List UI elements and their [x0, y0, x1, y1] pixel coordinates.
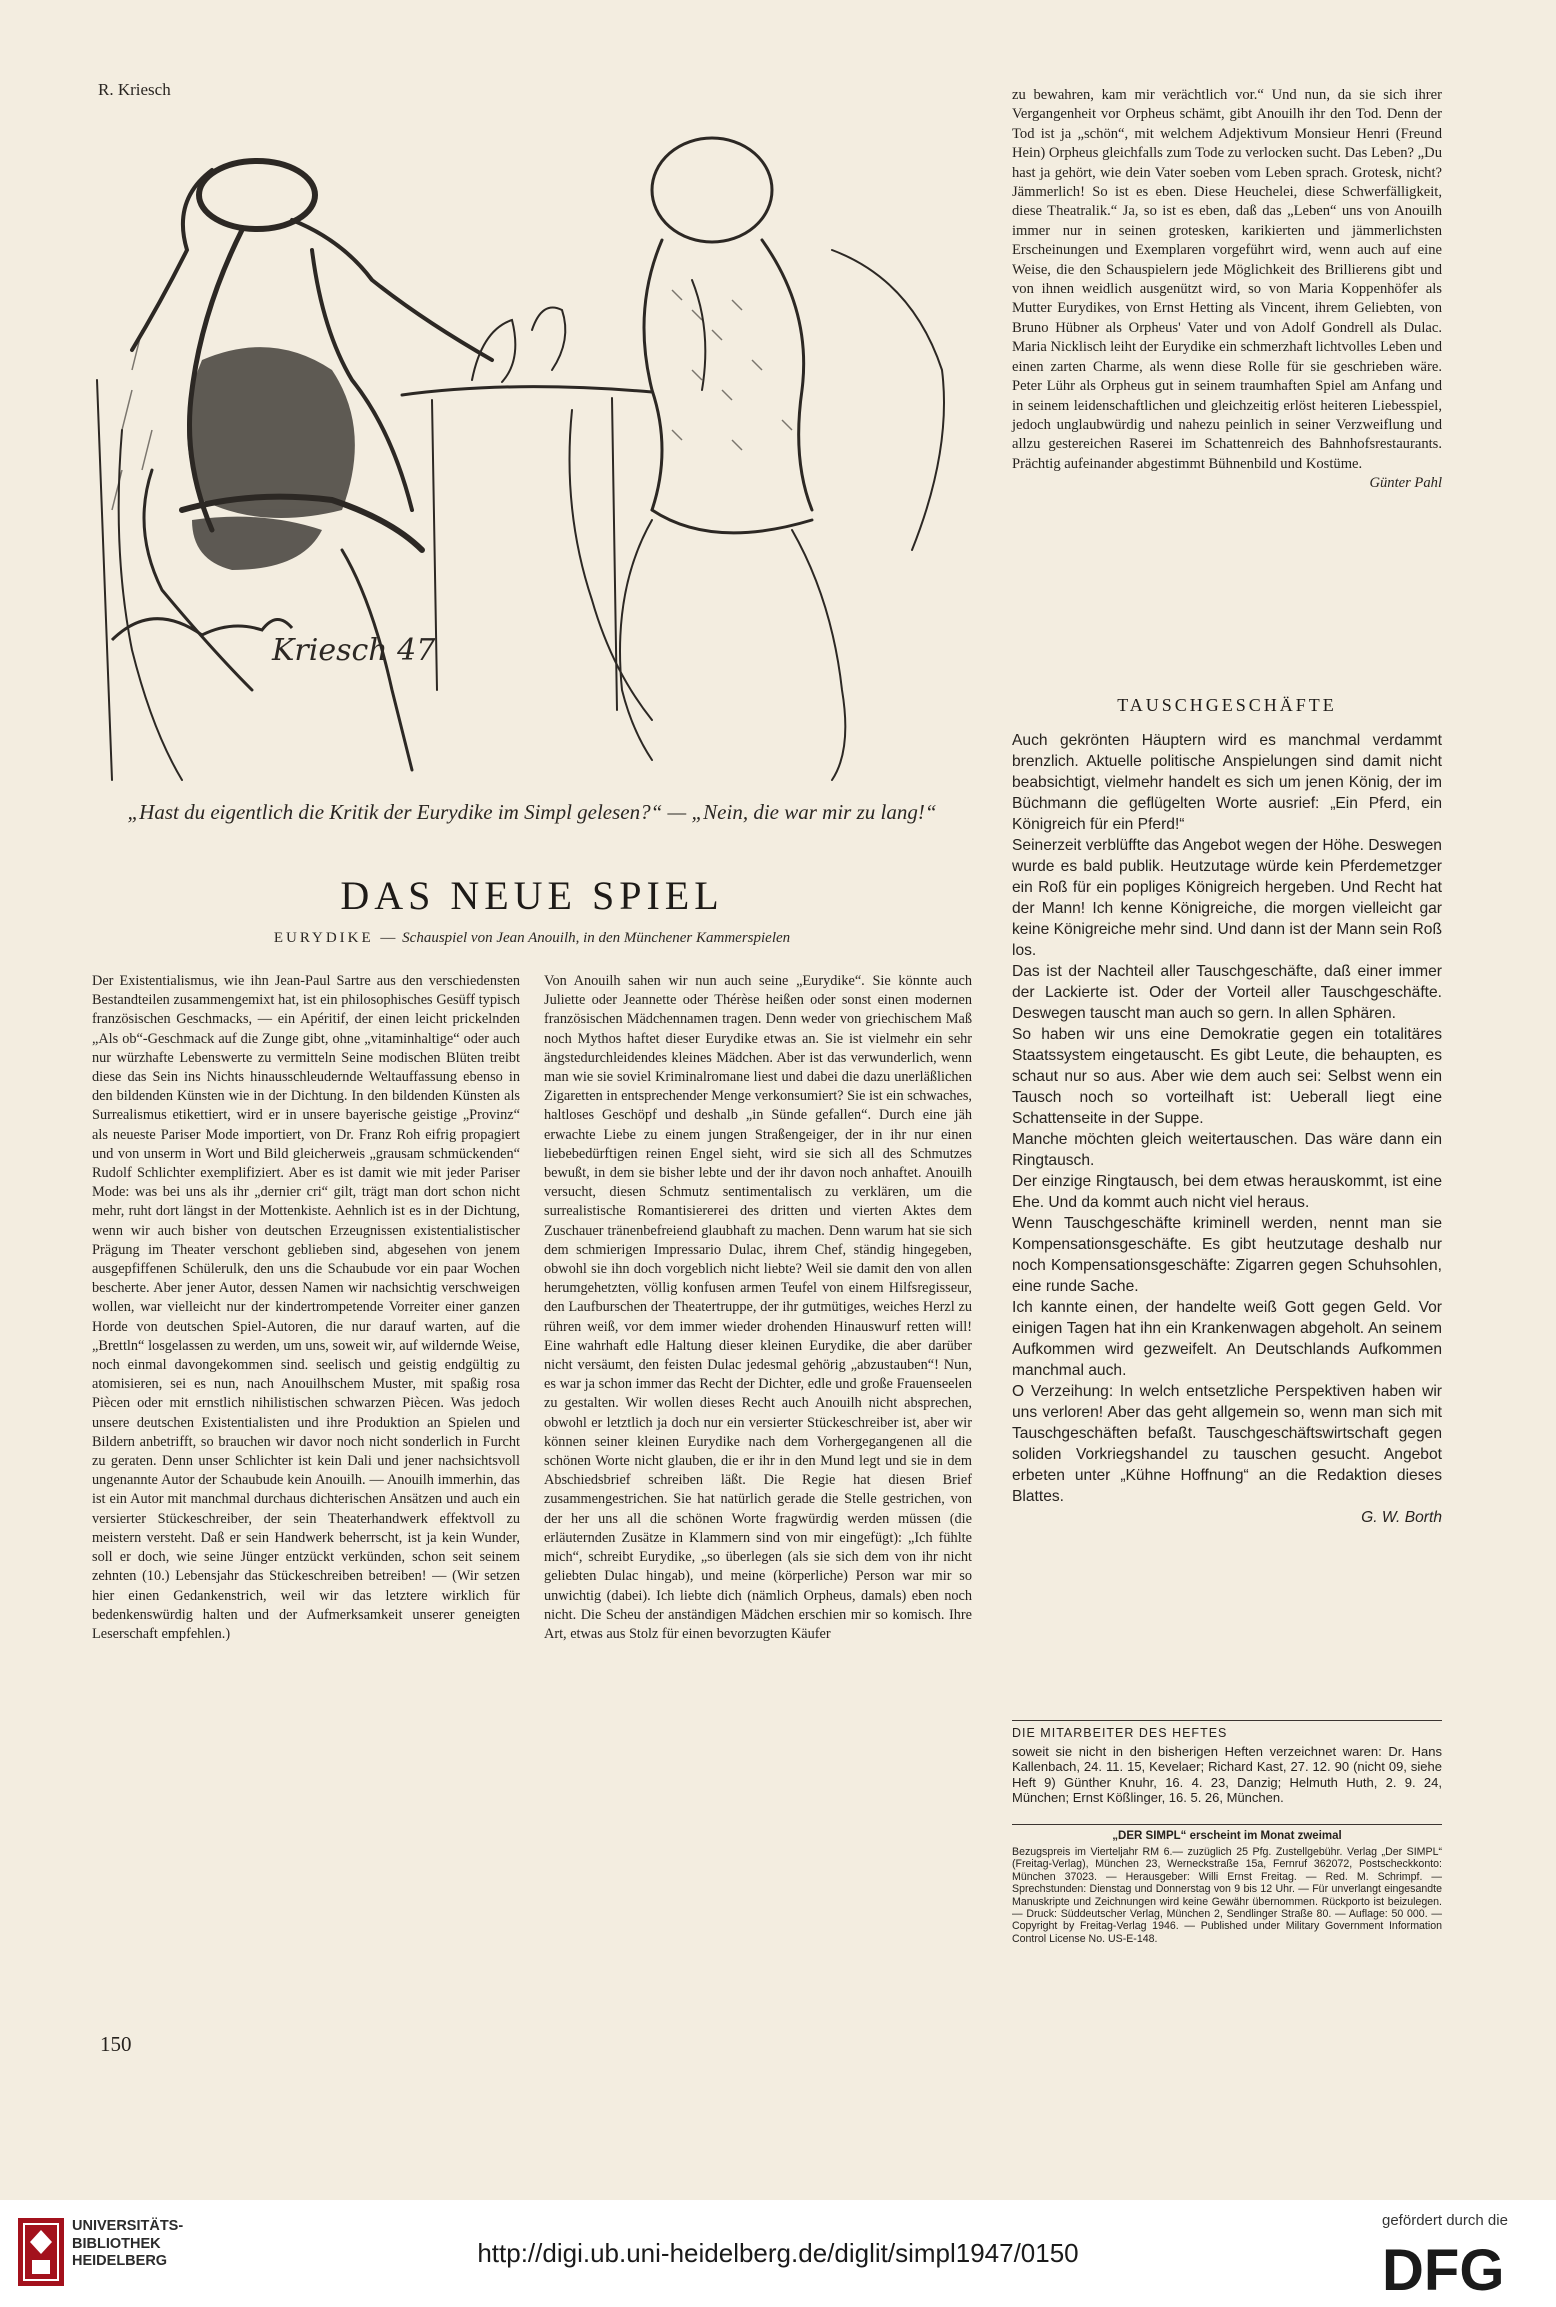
digitization-url-link[interactable]: http://digi.ub.uni-heidelberg.de/diglit/simpl1947/0150 [477, 2238, 1079, 2268]
article-column-right [1012, 86, 1442, 494]
tausch-paragraph: Seinerzeit verblüffte das Angebot wegen der Höhe. Deswegen wurde es bald publik. Heutzutage würde kein Pferdemetzger ein Roß für ein popliges Königreich hergeben. Und Recht hat der Mann! Ich kenne Königreiche, die morgen vielleicht gar keine Königreiche mehr sind. Und dann ist der Mann sein Roß los. [1012, 837, 1442, 959]
subhead-description: Schauspiel von Jean Anouilh, in den Münchener Kammerspielen [402, 930, 791, 946]
imprint-text: Bezugspreis im Vierteljahr RM 6.— zuzüglich 25 Pfg. Zustellgebühr. Verlag „Der SIMPL“ (Freitag-Verlag), München 23, Werneckstraße 15a, Fernruf 362072, Postscheckkonto: München 37023. — Herausgeber: Willi Ernst Freitag. — Red. M. Schrimpf. — Sprechstunden: Dienstag und Donnerstag von 9 bis 12 Uhr. — Für unverlangt eingesandte Manuskripte und Zeichnungen wird keine Gewähr übernommen. Rückporto ist beizulegen. — Druck: Süddeutscher Verlag, München 2, Sendlinger Straße 80. — Auflage: 50 000. — Copyright by Freitag-Verlag 1946. — Published under Military Government Information Control License No. US-E-148. [1012, 1846, 1442, 1945]
divider-line [1012, 1720, 1442, 1721]
university-name-line: BIBLIOTHEK [72, 2235, 161, 2252]
tausch-paragraph: Auch gekrönten Häuptern wird es manchmal verdammt brenzlich. Aktuelle politische Anspielungen sind damit nicht beabsichtigt, vielmehr handelt es sich um jenen König, der im Büchmann die geflügelten Worte ausrief: „Ein Pferd, ein Königreich für ein Pferd!“ [1012, 732, 1442, 833]
sketch-illustration [92, 130, 972, 810]
illustration-credit: R. Kriesch [98, 80, 171, 99]
tausch-title: TAUSCHGESCHÄFTE [1117, 695, 1337, 715]
tausch-paragraph: Das ist der Nachteil aller Tauschgeschäfte, daß einer immer der Lackierte ist. Oder der Vorteil aller Tauschgeschäfte. Deswegen tauscht man auch so gern. In allen Sphären. [1012, 963, 1442, 1022]
article-column-left [92, 972, 520, 1644]
tausch-paragraph: Ich kannte einen, der handelte weiß Gott gegen Geld. Vor einigen Tagen hat ihn ein Krankenwagen abgeholt. An seinem Aufkommen wird gezweifelt. An Deutschlands Aufkommen manchmal auch. [1012, 1299, 1442, 1379]
article-headline: DAS NEUE SPIEL [340, 873, 724, 918]
imprint-title: „DER SIMPL“ erscheint im Monat zweimal [1112, 1830, 1342, 1842]
contributors-title: DIE MITARBEITER DES HEFTES [1012, 1726, 1228, 1740]
article-body-middle: Von Anouilh sahen wir nun auch seine „Eurydike“. Sie könnte auch Juliette oder Jeannette oder Thérèse heißen oder sonst einen modernen französischen Mädchennamen tragen. Denn weder von griechischem Maß noch Mythos haftet dieser Eurydike etwas an. Sie ist vielmehr ein sehr ängstedurchleidendes kleines Mädchen. Aber ist das verwunderlich, wenn man wie sie soviel Kriminalromane liest und dabei die dazu unerläßlichen Zigaretten in entsprechender Menge verkonsumiert? Sie ist ein schwaches, haltloses Geschöpf und deshalb „in Sünde gefallen“. Durch eine jäh erwachte Liebe zu einem jungen Straßengeiger, der in ihr nur einen liebebedürftigen reinen Engel sieht, wird sie sich all des Schmutzes bewußt, in dem sie bisher lebte und der ihr davon noch anhaftet. Anouilh versucht, diesen Schmutz sentimentalisch zu verklären, um die surrealistische Romantisiererei des dritten und vierten Aktes dem Zuschauer tränenbefreiend glaubhaft zu machen. Denn warum hat sie sich dem schmierigen Impressario Dulac, ihrem Chef, ständig hingegeben, obwohl sie ihn doch vorgeblich nicht liebte? Weil sie damit den von allen herumgehetzten, völlig konfusen armen Teufel von einem Hilfsregisseur, den Laufburschen der Theatertruppe, der ihr gutmütiges, weiches Herzl zu rühren weiß, vor dem immer wieder drohenden Hinauswurf retten will! Eine wahrhaft edle Haltung dieser kleinen Eurydike, die aber darüber nicht versäumt, den feisten Dulac jedesmal gehörig „abzustauben“! Nun, es war ja schon immer das Recht der Dichter, edle und große Frauenseelen zu gestalten. Wir wollen dieses Recht auch Anouilh nicht absprechen, obwohl er letztlich ja doch nur ein versierter Stückeschreiber ist, aber wir können seiner kleinen Eurydike nach dem Vorhergegangenen all die schönen Worte nicht glauben, die er ihr in den Mund legt und sie in dem Abschiedsbrief schreiben läßt. Die Regie hat diesen Brief zusammengestrichen. Sie hat natürlich gerade die Stelle gestrichen, von der her uns all die schönen Worte fragwürdig werden müssen (die erläuternden Zusätze in Klammern sind von mir eingefügt): „Ich fühlte mich“, schreibt Eurydike, „so überlegen (als sie sich dem von ihr nicht geliebten Dulac hingab), und meine (körperliche) Person war mir so unwichtig (dabei). Ich liebte dich (nämlich Orpheus, damals) eben noch nicht. Die Scheu der anständigen Mädchen erschien mir so komisch. Ihre Art, etwas aus Stolz für einen bevorzugten Käufer [544, 973, 972, 1642]
dfg-logo[interactable] [1382, 2240, 1532, 2296]
contributors-text: soweit sie nicht in den bisherigen Heften verzeichnet waren: Dr. Hans Kallenbach, 24. 11. 15, Kevelaer; Richard Kast, 27. 12. 90 (nicht 09, siehe Heft 9) Günther Knuhr, 16. 4. 23, Danzig; Helmuth Huth, 2. 9. 24, München; Ernst Kößlinger, 16. 5. 26, München. [1012, 1744, 1442, 1806]
divider-line [1012, 1824, 1442, 1825]
tausch-paragraph: Manche möchten gleich weitertauschen. Das wäre dann ein Ringtausch. [1012, 1131, 1442, 1169]
article-body-right: zu bewahren, kam mir verächtlich vor.“ Und nun, da sie sich ihrer Vergangenheit vor Orpheus schämt, gibt Anouilh ihr den Tod. Denn der Tod ist ja „schön“, mit welchem Adjektivum Monsieur Henri (Freund Hein) Orpheus gleichfalls zum Tode zu verlocken sucht. Das Leben? „Du hast ja gehört, wie dein Vater soeben vom Leben sprach. Grotesk, nicht? Jämmerlich! So ist es eben. Diese Heuchelei, diese Schwerfälligkeit, diese Theatralik.“ Ja, so ist es eben, daß das „Leben“ uns von Anouilh immer nur in seinen grotesken, karikierten und jämmerlichsten Erscheinungen und Exemplaren vorgeführt wird, wenn auch auf eine Weise, die den Schauspielern jede Möglichkeit des Brillierens gibt und von ihnen weidlich ausgenützt wird, so von Maria Koppenhöfer als Mutter Eurydikes, von Ernst Hetting als Vincent, ihrem Geliebten, von Bruno Hübner als Orpheus' Vater und von Adolf Gondrell als Dulac. Maria Nicklisch leiht der Eurydike ein schmerzhaft lichtvolles Leben und einen zarten Charme, als wenn diese Rolle für sie geschrieben wäre. Peter Lühr als Orpheus gut in seinem traumhaften Spiel am Anfang und in seinem leidenschaftlichen und gleichzeitig erlöst heiteren Liebesspiel, jedoch unglaubwürdig und nahezu peinlich in seiner Verzweiflung und allzu gestereichen Raserei im Schattenreich des Bahnhofsrestaurants. Prächtig aufeinander abgestimmt Bühnenbild und Kostüme. [1012, 87, 1442, 472]
university-name-line: UNIVERSITÄTS- [72, 2218, 184, 2234]
tausch-author: G. W. Borth [1361, 1509, 1442, 1526]
article-body-left: Der Existentialismus, wie ihn Jean-Paul Sartre aus den verschiedensten Bestandteilen zusammengemixt hat, ist ein philosophisches Gesüff typisch französischen Geschmacks, — ein Apéritif, der einen leicht prickelnden „Als ob“-Geschmack auf die Zunge gibt, ohne „vitaminhaltige“ oder auch nur würzhafte Lebenswerte zu vermitteln Seine modischen Blüten treibt diese das Sein ins Nichts hinausschleudernde Weltauffassung ebenso in den bildenden Künsten wie in der Dichtung. In den bildenden Künsten als Surrealismus etikettiert, wird er in unsere bayerische geistige „Provinz“ als neueste Pariser Mode importiert, von Dr. Franz Roh eifrig propagiert und von unserm in Wort und Bild gleicherweis „grausam schmückenden“ Rudolf Schlichter exemplifiziert. Aber es ist damit wie mit jeder Pariser Mode: was bei uns als ihr „dernier cri“ gilt, trägt man dort schon nicht mehr, ruht dort längst in der Mottenkiste. Aehnlich ist es in der Dichtung, wenn wir auch bisher von deutschen Erzeugnissen existentialistischer Prägung im Theater verschont geblieben sind, abgesehen von jenem ausgepfiffenen Schülerulk, den uns die Schaubude vor ein paar Wochen bescherte. Aber jener Autor, dessen Namen wir nachsichtig verschweigen wollen, war vielleicht nur der kindertrompetende Vorreiter einer ganzen Horde von deutschen Spiel-Autoren, die nur darauf warten, auf die „Brettln“ losgelassen zu werden, um uns, soweit wir, auf wildernde Weise, noch einmal davongekommen sind. seelisch und geistig endgültig zu atomisieren, sei es nun, nach Anouilhschem Muster, mit spaßig rosa Piècen oder mit ernstlich nihilistischen schwarzen Piècen. Was jedoch unsere deutschen Existentialisten und ihre Produktion an Spielen und Bildern anbetrifft, so brauchen wir davor noch nicht sonderlich in Furcht zu geraten. Denn unser Schlichter ist kein Dali und jener nachsichtsvoll ungenannte Autor der Schaubude kein Anouilh. — Anouilh immerhin, das ist ein Autor mit manchmal durchaus dichterischen Ansätzen und auch ein versierter Stückeschreiber, der sein Theaterhandwerk effektvoll zu meistern versteht. Daß er sein Handwerk beherrscht, ist ja kein Wunder, soll er doch, wie seine Jünger entzückt verkünden, schon seit seinem zehnten (10.) Lebensjahr das Stückeschreiben betreiben! — (Wir setzen hier einen Gedankenstrich, weil wir das letztere wirklich für bedenkenswürdig halten und der Aufmerksamkeit unserer geneigten Leserschaft empfehlen.) [92, 973, 520, 1642]
dfg-logo-text: DFG [1382, 2240, 1505, 2296]
tausch-paragraph: So haben wir uns eine Demokratie gegen ein totalitäres Staatssystem eingetauscht. Es gibt Leute, die behaupten, es schaut nur so aus. Aber wie dem auch sei: Selbst wenn ein Tausch noch so vorteilhaft ist: Ueberall liegt eine Schattenseite in der Suppe. [1012, 1026, 1442, 1127]
illustration-caption: „Hast du eigentlich die Kritik der Eurydike im Simpl gelesen?“ — „Nein, die war mir zu lang!“ [127, 800, 937, 824]
article-author: Günter Pahl [1369, 475, 1442, 492]
tausch-paragraph: Wenn Tauschgeschäfte kriminell werden, nennt man sie Kompensationsgeschäfte. Es gibt heutzutage deshalb nur noch Kompensationsgeschäfte: Zigarren gegen Schuhsohlen, eine runde Sache. [1012, 1215, 1442, 1295]
sketch-signature: Kriesch 47 [272, 633, 436, 668]
tausch-column [1012, 730, 1442, 1528]
page-number: 150 [100, 2032, 132, 2056]
tausch-paragraph: Der einzige Ringtausch, bei dem etwas herauskommt, ist eine Ehe. Und da kommt auch nicht viel heraus. [1012, 1173, 1442, 1211]
tausch-paragraph: O Verzeihung: In welch entsetzliche Perspektiven haben wir uns verloren! Aber das geht allgemein so, wenn man sich mit Tauschgeschäften befaßt. Tauschgeschäftswirtschaft gegen soliden Vorkriegshandel zu tauschen gesucht. Angebot erbeten unter „Kühne Hoffnung“ an die Redaktion dieses Blattes. [1012, 1383, 1442, 1505]
funding-note: gefördert durch die [1382, 2212, 1508, 2229]
article-column-middle [544, 972, 972, 1644]
subhead-play-title: EURYDIKE — [273, 930, 399, 946]
university-name-line: HEIDELBERG [72, 2253, 168, 2269]
article-subhead [92, 930, 972, 947]
